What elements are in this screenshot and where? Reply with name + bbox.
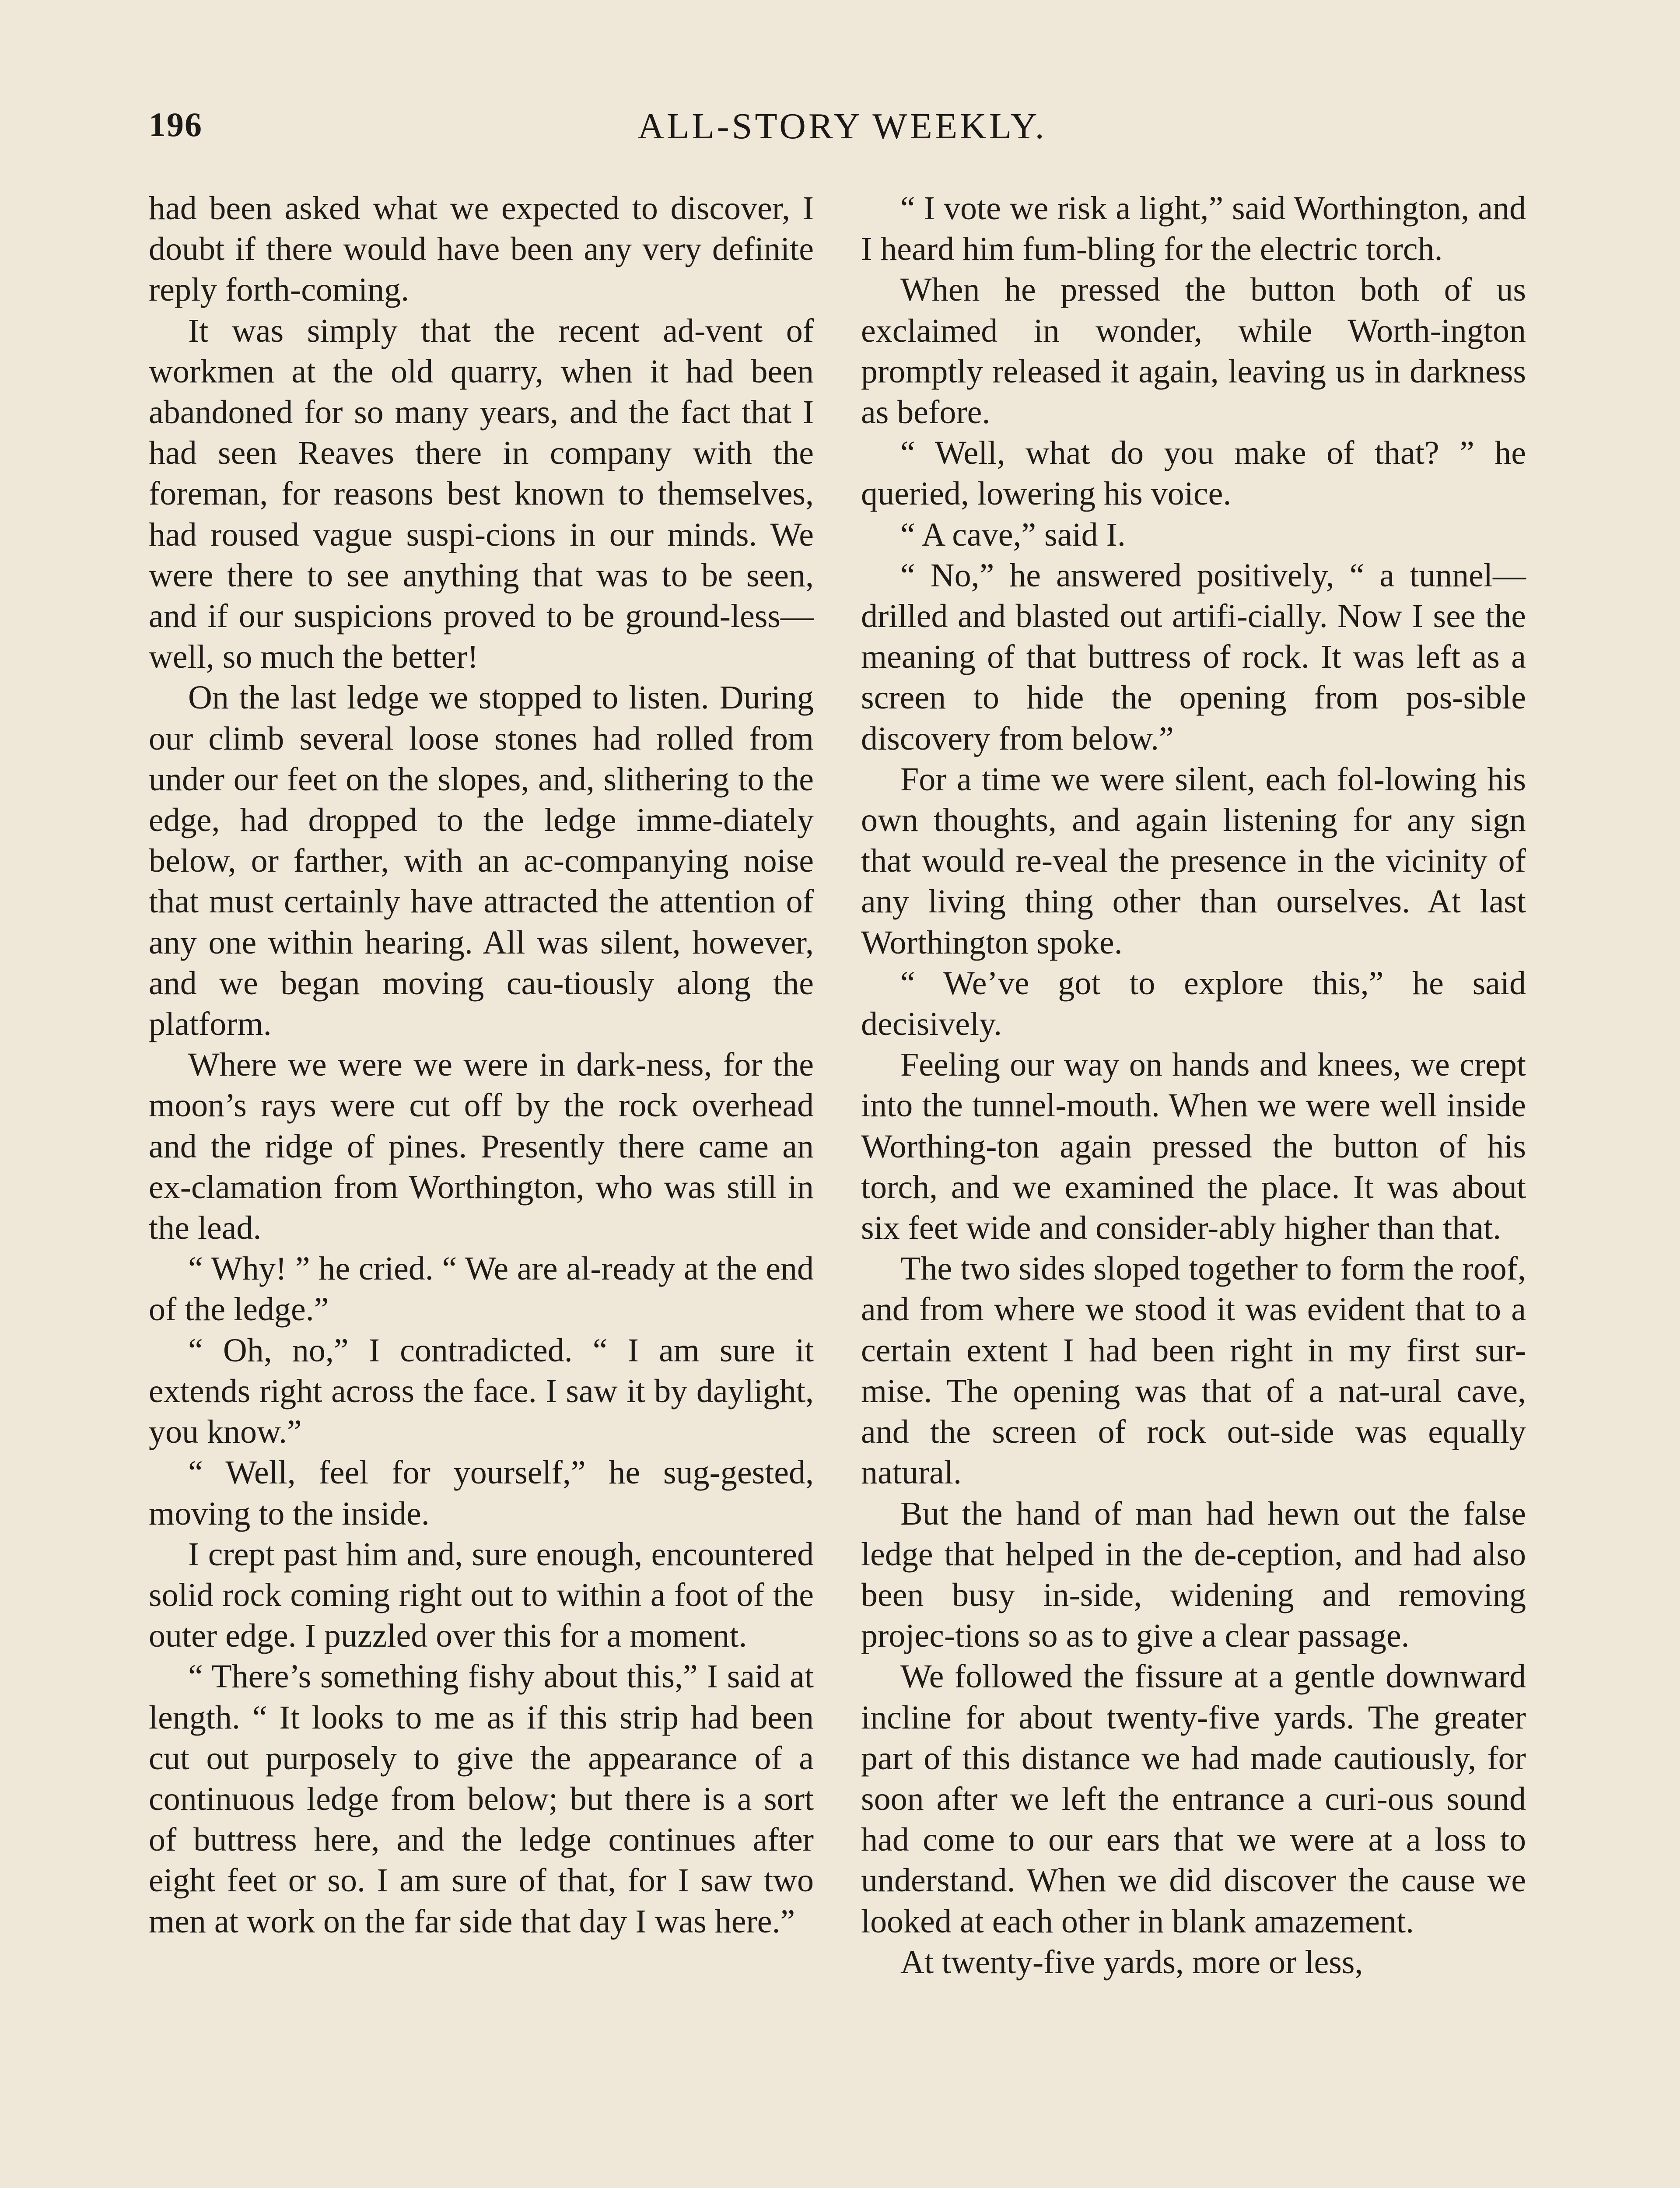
paragraph: For a time we were silent, each fol-lowing his own thoughts, and again listening for any sign that would re-veal the presence in the vicinity of any living thing other than ourselves. At last Worthington spoke. — [861, 761, 1526, 961]
paragraph: It was simply that the recent ad-vent of workmen at the old quarry, when it had been abandoned for so many years, and the fact that I had seen Reaves there in company with the foreman, for reasons best known to themselves, had roused vague suspi-cions in our minds. We were there to see anything that was to be seen, and if our suspicions proved to be ground-less—well, so much the better! — [149, 312, 814, 676]
paragraph: The two sides sloped together to form the roof, and from where we stood it was evident that to a certain extent I had been right in my first sur-mise. The opening was that of a nat-ural cave, and the screen of rock out-side was equally natural. — [861, 1250, 1526, 1491]
paragraph: We followed the fissure at a gentle downward incline for about twenty-five yards. The greater part of this distance we had made cautiously, for soon after we left the entrance a curi-ous sound had come to our ears that we were at a loss to understand. When we did discover the cause we looked at each other in blank amazement. — [861, 1658, 1526, 1940]
paragraph: But the hand of man had hewn out the false ledge that helped in the de-ception, and had also been busy in-side, widening and removing projec-tions so as to give a clear passage. — [861, 1495, 1526, 1655]
paragraph: had been asked what we expected to discover, I doubt if there would have been any very definite reply forth-coming. — [149, 190, 814, 309]
left-text-column — [149, 188, 814, 1942]
paragraph: “ There’s something fishy about this,” I said at length. “ It looks to me as if this strip had been cut out purposely to give the appearance of a continuous ledge from below; but there is a sort of buttress here, and the ledge continues after eight feet or so. I am sure of that, for I saw two men at work on the far side that day I was here.” — [149, 1658, 814, 1940]
paragraph: When he pressed the button both of us exclaimed in wonder, while Worth-ington promptly released it again, leaving us in darkness as before. — [861, 271, 1526, 431]
paragraph: Feeling our way on hands and knees, we crept into the tunnel-mouth. When we were well inside Worthing-ton again pressed the button of his torch, and we examined the place. It was about six feet wide and consider-ably higher than that. — [861, 1046, 1526, 1247]
paragraph: “ Well, feel for yourself,” he sug-gested, moving to the inside. — [149, 1454, 814, 1532]
right-text-column — [861, 188, 1526, 1983]
paragraph: “ Why! ” he cried. “ We are al-ready at the end of the ledge.” — [149, 1250, 814, 1328]
paragraph: I crept past him and, sure enough, encountered solid rock coming right out to within a foot of the outer edge. I puzzled over this for a moment. — [149, 1536, 814, 1655]
paragraph: “ No,” he answered positively, “ a tunnel—drilled and blasted out artifi-cially. Now I see the meaning of that buttress of rock. It was left as a screen to hide the opening from pos-sible discovery from below.” — [861, 557, 1526, 757]
paragraph: On the last ledge we stopped to listen. During our climb several loose stones had rolled from under our feet on the slopes, and, slithering to the edge, had dropped to the ledge imme-diately below, or farther, with an ac-companying noise that must certainly have attracted the attention of any one within hearing. All was silent, however, and we began moving cau-tiously along the platform. — [149, 679, 814, 1043]
running-title: ALL-STORY WEEKLY. — [637, 106, 1047, 147]
paragraph: At twenty-five yards, more or less, — [900, 1943, 1363, 1981]
page-header — [149, 105, 1536, 158]
paragraph: Where we were we were in dark-ness, for the moon’s rays were cut off by the rock overhead and the ridge of pines. Presently there came an ex-clamation from Worthington, who was still in the lead. — [149, 1046, 814, 1247]
page-number: 196 — [149, 105, 203, 144]
paragraph: “ Well, what do you make of that? ” he queried, lowering his voice. — [861, 435, 1526, 512]
paragraph: “ I vote we risk a light,” said Worthington, and I heard him fum-bling for the electric torch. — [861, 190, 1526, 268]
paragraph: “ Oh, no,” I contradicted. “ I am sure it extends right across the face. I saw it by daylight, you know.” — [149, 1332, 814, 1451]
paragraph: “ A cave,” said I. — [900, 516, 1126, 553]
paragraph: “ We’ve got to explore this,” he said decisively. — [861, 964, 1526, 1043]
